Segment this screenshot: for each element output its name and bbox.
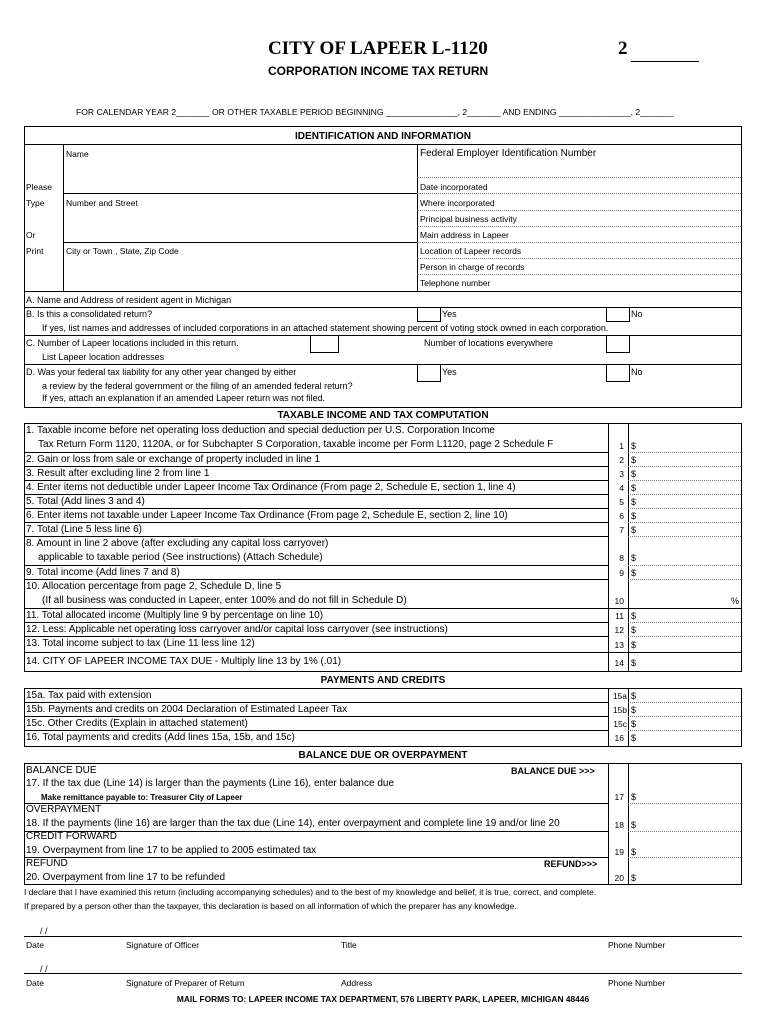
line-6: 6. Enter items not taxable under Lapeer Income Tax Ordinance (From page 2, Schedule E, section 2, line 10): [26, 510, 508, 521]
preparer-date-slash[interactable]: / /: [40, 964, 48, 974]
question-d3: If yes, attach an explanation if an amended Lapeer return was not filed.: [42, 393, 326, 403]
fein-input[interactable]: [418, 160, 740, 176]
where-incorporated-field[interactable]: Where incorporated: [420, 198, 495, 208]
main-address-field[interactable]: Main address in Lapeer: [420, 230, 509, 240]
period-line[interactable]: FOR CALENDAR YEAR 2_______ OR OTHER TAXABLE PERIOD BEGINNING _______________, 2_______ AND ENDING _______________, 2_______: [76, 107, 674, 117]
line-19-number: 19: [614, 847, 624, 857]
question-c: C. Number of Lapeer locations included in this return.: [26, 338, 239, 348]
question-c-note: List Lapeer location addresses: [42, 352, 165, 362]
officer-date-slash[interactable]: / /: [40, 926, 48, 936]
preparer-phone-label: Phone Number: [608, 978, 666, 988]
line-15a: 15a. Tax paid with extension: [26, 690, 152, 701]
street-label: Number and Street: [66, 198, 138, 208]
tax-year-prefix: 2: [618, 38, 628, 59]
line-5-number: 5: [619, 497, 624, 507]
taxable-section-title: TAXABLE INCOME AND TAX COMPUTATION: [277, 410, 489, 421]
consolidated-yes-label: Yes: [442, 309, 457, 319]
line-9: 9. Total income (Add lines 7 and 8): [26, 567, 180, 578]
preparer-signature-label: Signature of Preparer of Return: [126, 978, 245, 988]
line-11: 11. Total allocated income (Multiply line 9 by percentage on line 10): [26, 610, 324, 621]
line-16-number: 16: [614, 733, 624, 743]
line-10-percent[interactable]: %: [731, 596, 740, 606]
consolidated-no-label: No: [631, 309, 643, 319]
officer-date-label: Date: [26, 940, 44, 950]
line-6-number: 6: [619, 511, 624, 521]
line-19-dollar[interactable]: $: [631, 847, 637, 857]
line-15b-dollar[interactable]: $: [631, 705, 637, 715]
line-15a-number: 15a: [612, 691, 627, 701]
line-8-dollar[interactable]: $: [631, 553, 637, 563]
refund-arrow: REFUND>>>: [544, 859, 598, 869]
question-d2: a review by the federal government or the filing of an amended federal return?: [42, 381, 353, 391]
form-subtitle: CORPORATION INCOME TAX RETURN: [268, 64, 489, 78]
declaration-line-2: If prepared by a person other than the taxpayer, this declaration is based on all information of which the preparer has any knowledge.: [24, 901, 517, 911]
federal-change-no-checkbox[interactable]: [606, 364, 630, 382]
line-2-dollar[interactable]: $: [631, 455, 637, 465]
line-20-dollar[interactable]: $: [631, 873, 637, 883]
line-10-number: 10: [614, 596, 624, 606]
question-b-note: If yes, list names and addresses of included corporations in an attached statement showing percent of voting stock owned in each corporation.: [42, 323, 609, 333]
tax-year-field[interactable]: [618, 38, 628, 60]
line-15c: 15c. Other Credits (Explain in attached statement): [26, 718, 248, 729]
line-1-number: 1: [619, 441, 624, 451]
officer-title-label: Title: [341, 940, 357, 950]
label-print: Print: [26, 246, 44, 256]
refund-label: REFUND: [26, 858, 68, 869]
line-18-number: 18: [614, 820, 624, 830]
mailing-footer: MAIL FORMS TO: LAPEER INCOME TAX DEPARTMENT, 576 LIBERTY PARK, LAPEER, MICHIGAN 48446: [176, 994, 590, 1004]
federal-change-no-label: No: [631, 367, 643, 377]
line-8a: 8. Amount in line 2 above (after excluding any capital loss carryover): [26, 538, 329, 549]
line-10a: 10. Allocation percentage from page 2, Schedule D, line 5: [26, 581, 282, 592]
line-17-number: 17: [614, 792, 624, 802]
line-3-dollar[interactable]: $: [631, 469, 637, 479]
question-c-right: Number of locations everywhere: [424, 338, 554, 348]
preparer-address-label: Address: [341, 978, 373, 988]
line-12-number: 12: [614, 625, 624, 635]
line-1b: Tax Return Form 1120, 1120A, or for Subchapter S Corporation, taxable income per Form L1120, page 2 Schedule F: [38, 439, 554, 450]
line-18: 18. If the payments (line 16) are larger than the tax due (Line 14), enter overpayment and complete line 19 and/or line 20: [26, 818, 560, 829]
fein-label: Federal Employer Identification Number: [420, 148, 597, 159]
line-3-number: 3: [619, 469, 624, 479]
line-4-dollar[interactable]: $: [631, 483, 637, 493]
officer-signature-label: Signature of Officer: [126, 940, 200, 950]
line-2: 2. Gain or loss from sale or exchange of property included in line 1: [26, 454, 321, 465]
line-12-dollar[interactable]: $: [631, 625, 637, 635]
line-11-dollar[interactable]: $: [631, 611, 637, 621]
principal-activity-field[interactable]: Principal business activity: [420, 214, 517, 224]
consolidated-no-checkbox[interactable]: [606, 307, 630, 322]
line-15b: 15b. Payments and credits on 2004 Declaration of Estimated Lapeer Tax: [26, 704, 348, 715]
preparer-signature-line[interactable]: [24, 973, 742, 974]
records-person-field[interactable]: Person in charge of records: [420, 262, 525, 272]
federal-change-yes-checkbox[interactable]: [417, 364, 441, 382]
line-1-dollar[interactable]: $: [631, 441, 637, 451]
line-14-number: 14: [614, 658, 624, 668]
line-16-dollar[interactable]: $: [631, 733, 637, 743]
line-11-number: 11: [615, 611, 624, 621]
line-15c-number: 15c: [613, 719, 627, 729]
remittance-note: Make remittance payable to: Treasurer City of Lapeer: [41, 793, 243, 802]
line-3: 3. Result after excluding line 2 from line 1: [26, 468, 210, 479]
line-13: 13. Total income subject to tax (Line 11 less line 12): [26, 638, 255, 649]
line-7: 7. Total (Line 5 less line 6): [26, 524, 142, 535]
balance-due-label: BALANCE DUE: [26, 765, 97, 776]
question-a: A. Name and Address of resident agent in Michigan: [26, 295, 232, 305]
name-label: Name: [66, 149, 89, 159]
line-10b: (If all business was conducted in Lapeer, enter 100% and do not fill in Schedule D): [42, 595, 407, 606]
id-section-title: IDENTIFICATION AND INFORMATION: [295, 131, 471, 142]
consolidated-yes-checkbox[interactable]: [417, 307, 441, 322]
line-8b: applicable to taxable period (See instructions) (Attach Schedule): [38, 552, 323, 563]
city-state-zip-input[interactable]: [64, 258, 416, 290]
city-state-zip-label: City or Town , State, Zip Code: [66, 246, 179, 256]
line-14-dollar[interactable]: $: [631, 658, 637, 668]
street-input[interactable]: [64, 210, 416, 241]
name-input[interactable]: [64, 160, 416, 192]
question-d1: D. Was your federal tax liability for any other year changed by either: [26, 367, 297, 377]
line-5-dollar[interactable]: $: [631, 497, 637, 507]
line-20: 20. Overpayment from line 17 to be refunded: [26, 872, 226, 883]
records-location-field[interactable]: Location of Lapeer records: [420, 246, 522, 256]
line-14: 14. CITY OF LAPEER INCOME TAX DUE - Multiply line 13 by 1% (.01): [26, 656, 342, 667]
label-type: Type: [26, 198, 45, 208]
line-4-number: 4: [619, 483, 624, 493]
form-title: CITY OF LAPEER L-1120: [268, 38, 488, 59]
telephone-field[interactable]: Telephone number: [420, 278, 491, 288]
line-17-dollar[interactable]: $: [631, 792, 637, 802]
line-13-dollar[interactable]: $: [631, 640, 637, 650]
line-9-number: 9: [619, 568, 624, 578]
line-17: 17. If the tax due (Line 14) is larger than the payments (Line 16), enter balance due: [26, 778, 395, 789]
date-incorporated-field[interactable]: Date incorporated: [420, 182, 488, 192]
payments-section-title: PAYMENTS AND CREDITS: [320, 675, 446, 686]
credit-forward-label: CREDIT FORWARD: [26, 831, 117, 842]
line-16: 16. Total payments and credits (Add lines 15a, 15b, and 15c): [26, 732, 295, 743]
line-6-dollar[interactable]: $: [631, 511, 637, 521]
line-7-number: 7: [619, 525, 624, 535]
line-8-number: 8: [619, 553, 624, 563]
line-5: 5. Total (Add lines 3 and 4): [26, 496, 145, 507]
line-4: 4. Enter items not deductible under Lapeer Income Tax Ordinance (From page 2, Schedule E, section 1, line 4): [26, 482, 516, 493]
label-please: Please: [26, 182, 52, 192]
question-b: B. Is this a consolidated return?: [26, 309, 153, 319]
line-19: 19. Overpayment from line 17 to be applied to 2005 estimated tax: [26, 845, 317, 856]
federal-change-yes-label: Yes: [442, 367, 457, 377]
label-or: Or: [26, 230, 36, 240]
line-9-dollar[interactable]: $: [631, 568, 637, 578]
preparer-date-label: Date: [26, 978, 44, 988]
officer-signature-line[interactable]: [24, 936, 742, 937]
locations-everywhere-input[interactable]: [606, 335, 630, 353]
line-13-number: 13: [614, 640, 624, 650]
overpayment-label: OVERPAYMENT: [26, 804, 102, 815]
line-1a: 1. Taxable income before net operating loss deduction and special deduction per U.S. Corporation Income: [26, 425, 495, 436]
officer-phone-label: Phone Number: [608, 940, 666, 950]
line-7-dollar[interactable]: $: [631, 525, 637, 535]
line-18-dollar[interactable]: $: [631, 820, 637, 830]
line-20-number: 20: [614, 873, 624, 883]
balance-section-title: BALANCE DUE OR OVERPAYMENT: [298, 750, 468, 761]
line-12: 12. Less: Applicable net operating loss carryover and/or capital loss carryover (see instructions): [26, 624, 448, 635]
lapeer-locations-input[interactable]: [310, 335, 339, 353]
balance-due-arrow: BALANCE DUE >>>: [511, 766, 595, 776]
line-15b-number: 15b: [612, 705, 627, 715]
line-2-number: 2: [619, 455, 624, 465]
line-15c-dollar[interactable]: $: [631, 719, 637, 729]
declaration-line-1: I declare that I have examined this return (including accompanying schedules) and to the best of my knowledge and belief, it is true, correct, and complete.: [24, 887, 597, 897]
line-15a-dollar[interactable]: $: [631, 691, 637, 701]
